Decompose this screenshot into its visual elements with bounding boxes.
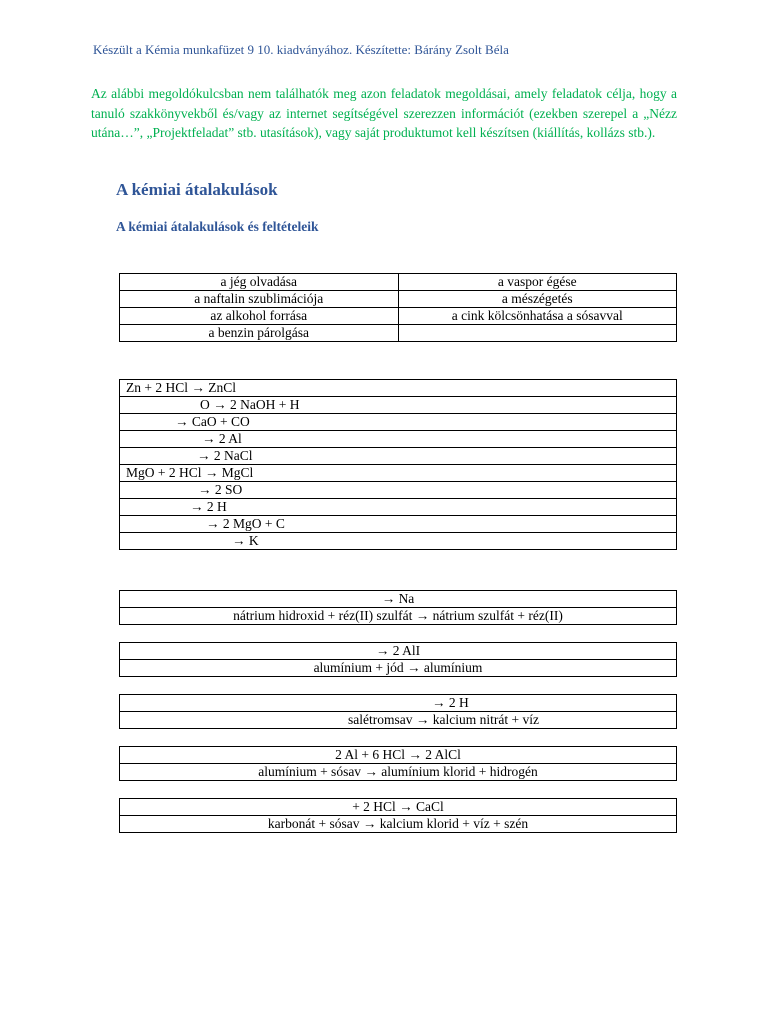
table-row	[120, 482, 677, 499]
word-equation-cell: alumínium + sósav → alumínium klorid + hidrogén	[120, 764, 677, 781]
table-row	[120, 448, 677, 465]
table-row	[120, 380, 677, 397]
table-cell: a jég olvadása	[120, 274, 399, 291]
table-row	[120, 816, 677, 833]
equation-cell: MgO + 2 HCl → MgCl	[120, 465, 677, 482]
table-row	[120, 414, 677, 431]
table-row	[120, 325, 677, 342]
equation-cell: → 2 AlI	[120, 643, 677, 660]
table-row	[120, 291, 677, 308]
table-row	[120, 643, 677, 660]
intro-paragraph: Az alábbi megoldókulcsban nem találhatók meg azon feladatok megoldásai, amely feladatok célja, hogy a tanuló szakkönyvekből és/vagy az internet segítségével szerezzen információt (ezekben szerepel a „Nézz utána…”, „Projektfeladat” stb. utasítások), vagy saját produktumot kell készítsen (kiállítás, kollázs stb.).	[91, 86, 677, 140]
table-row	[120, 516, 677, 533]
equation-cell: → 2 NaCl	[120, 448, 677, 465]
equation-cell: → K	[120, 533, 677, 550]
table-cell: az alkohol forrása	[120, 308, 399, 325]
table-row	[120, 799, 677, 816]
equation-pair-table	[119, 694, 677, 729]
table-row	[120, 465, 677, 482]
equation-cell: → 2 SO	[120, 482, 677, 499]
table-row	[120, 695, 677, 712]
equation-cell: Zn + 2 HCl → ZnCl	[120, 380, 677, 397]
table-row	[120, 608, 677, 625]
table-row	[120, 712, 677, 729]
table-row	[120, 660, 677, 677]
table-row	[120, 533, 677, 550]
equations-table	[119, 379, 677, 550]
word-equation-cell: nátrium hidroxid + réz(II) szulfát → nátrium szulfát + réz(II)	[120, 608, 677, 625]
equation-pair-table	[119, 642, 677, 677]
equation-cell: → Na	[120, 591, 677, 608]
table-cell: a naftalin szublimációja	[120, 291, 399, 308]
table-cell: a vaspor égése	[398, 274, 677, 291]
word-equation-cell: salétromsav → kalcium nitrát + víz	[120, 712, 677, 729]
document-header: Készült a Kémia munkafüzet 9 10. kiadványához. Készítette: Bárány Zsolt Béla	[93, 42, 509, 57]
equation-cell: + 2 HCl → CaCl	[120, 799, 677, 816]
equation-pair-table	[119, 590, 677, 625]
table-row	[120, 764, 677, 781]
equation-cell: → 2 Al	[120, 431, 677, 448]
equation-pair-table	[119, 798, 677, 833]
table-row	[120, 397, 677, 414]
table-row	[120, 431, 677, 448]
word-equation-cell: alumínium + jód → alumínium	[120, 660, 677, 677]
table-cell: a cink kölcsönhatása a sósavval	[398, 308, 677, 325]
table-cell: a benzin párolgása	[120, 325, 399, 342]
equation-cell: 2 Al + 6 HCl → 2 AlCl	[120, 747, 677, 764]
equation-cell: → CaO + CO	[120, 414, 677, 431]
equation-cell: → 2 H	[120, 695, 677, 712]
table-cell: a mészégetés	[398, 291, 677, 308]
word-equation-cell: karbonát + sósav → kalcium klorid + víz + szén	[120, 816, 677, 833]
processes-table	[119, 273, 677, 342]
equation-cell: → 2 MgO + C	[120, 516, 677, 533]
table-row	[120, 308, 677, 325]
table-row	[120, 499, 677, 516]
equation-cell: O → 2 NaOH + H	[120, 397, 677, 414]
table-cell	[398, 325, 677, 342]
subsection-title: A kémiai átalakulások és feltételeik	[116, 219, 319, 234]
section-title: A kémiai átalakulások	[116, 180, 278, 199]
table-row	[120, 591, 677, 608]
equation-pair-table	[119, 746, 677, 781]
table-row	[120, 274, 677, 291]
equation-cell: → 2 H	[120, 499, 677, 516]
table-row	[120, 747, 677, 764]
